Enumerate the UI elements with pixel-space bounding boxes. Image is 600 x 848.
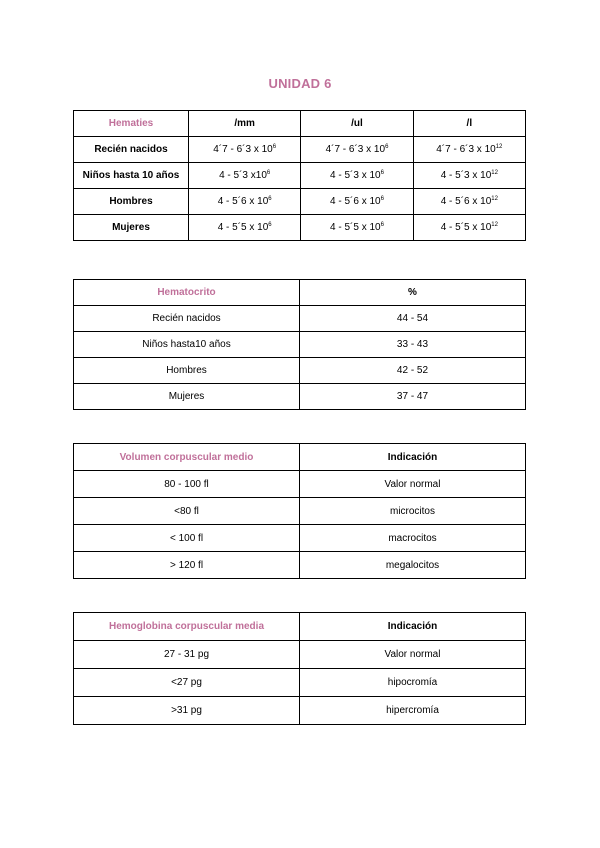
- row-label: Mujeres: [74, 384, 300, 410]
- value-cell: Valor normal: [300, 471, 526, 498]
- table-row: [74, 552, 526, 579]
- row-label: Mujeres: [74, 215, 189, 241]
- value-cell: 4 - 5´5 x $10^6$: [301, 215, 413, 241]
- value-cell: 4 - 5´3 x $10^{12}$: [413, 163, 525, 189]
- row-label: Niños hasta10 años: [74, 332, 300, 358]
- value-cell: 4´7 - 6´3 x $10^6$: [301, 137, 413, 163]
- header-cell: /mm: [189, 111, 301, 137]
- table-row: [74, 471, 526, 498]
- table-header-row: [74, 111, 526, 137]
- value-cell: 33 - 43: [300, 332, 526, 358]
- value-cell: 4 - 5´6 x $10^6$: [301, 189, 413, 215]
- value-cell: 4 - 5´3 $x10^6$: [189, 163, 301, 189]
- table-row: [74, 641, 526, 669]
- table-row: [74, 137, 526, 163]
- row-label: < 100 fl: [74, 525, 300, 552]
- value-cell: 37 - 47: [300, 384, 526, 410]
- table-row: [74, 306, 526, 332]
- header-cell: /ul: [301, 111, 413, 137]
- value-cell: hipocromía: [300, 669, 526, 697]
- value-cell: microcitos: [300, 498, 526, 525]
- table-header-row: [74, 280, 526, 306]
- hcm-table: [73, 612, 526, 725]
- row-label: 80 - 100 fl: [74, 471, 300, 498]
- value-cell: hipercromía: [300, 697, 526, 725]
- row-label: Recién nacidos: [74, 137, 189, 163]
- table-row: [74, 498, 526, 525]
- value-cell: megalocitos: [300, 552, 526, 579]
- hematocrito-table: [73, 279, 526, 410]
- header-cell: %: [300, 280, 526, 306]
- table-row: [74, 215, 526, 241]
- row-label: Hombres: [74, 189, 189, 215]
- value-cell: 44 - 54: [300, 306, 526, 332]
- row-label: <27 pg: [74, 669, 300, 697]
- row-label: >31 pg: [74, 697, 300, 725]
- row-label: Niños hasta 10 años: [74, 163, 189, 189]
- value-cell: 4 - 5´5 x $10^{12}$: [413, 215, 525, 241]
- row-label: Hombres: [74, 358, 300, 384]
- table-row: [74, 358, 526, 384]
- header-cell: Indicación: [300, 444, 526, 471]
- row-label: <80 fl: [74, 498, 300, 525]
- table-row: [74, 163, 526, 189]
- row-label: > 120 fl: [74, 552, 300, 579]
- header-cell: Hematocrito: [74, 280, 300, 306]
- value-cell: 4 - 5´6 x $10^6$: [189, 189, 301, 215]
- value-cell: 4 - 5´5 x $10^6$: [189, 215, 301, 241]
- value-cell: macrocitos: [300, 525, 526, 552]
- value-cell: Valor normal: [300, 641, 526, 669]
- value-cell: 42 - 52: [300, 358, 526, 384]
- table-row: [74, 697, 526, 725]
- header-cell: Indicación: [300, 613, 526, 641]
- table-row: [74, 525, 526, 552]
- table-row: [74, 669, 526, 697]
- table-header-row: [74, 444, 526, 471]
- row-label: Recién nacidos: [74, 306, 300, 332]
- hematies-table: [73, 110, 526, 241]
- table-row: [74, 332, 526, 358]
- header-cell: /l: [413, 111, 525, 137]
- value-cell: 4´7 - 6´3 x $10^6$: [189, 137, 301, 163]
- value-cell: 4 - 5´6 x $10^{12}$: [413, 189, 525, 215]
- page-title: UNIDAD 6: [268, 76, 332, 91]
- table-row: [74, 189, 526, 215]
- header-cell: Volumen corpuscular medio: [74, 444, 300, 471]
- row-label: 27 - 31 pg: [74, 641, 300, 669]
- value-cell: 4´7 - 6´3 x $10^{12}$: [413, 137, 525, 163]
- table-row: [74, 384, 526, 410]
- value-cell: 4 - 5´3 x $10^6$: [301, 163, 413, 189]
- header-cell: Hemoglobina corpuscular media: [74, 613, 300, 641]
- header-cell: Hematies: [74, 111, 189, 137]
- vcm-table: [73, 443, 526, 579]
- table-header-row: [74, 613, 526, 641]
